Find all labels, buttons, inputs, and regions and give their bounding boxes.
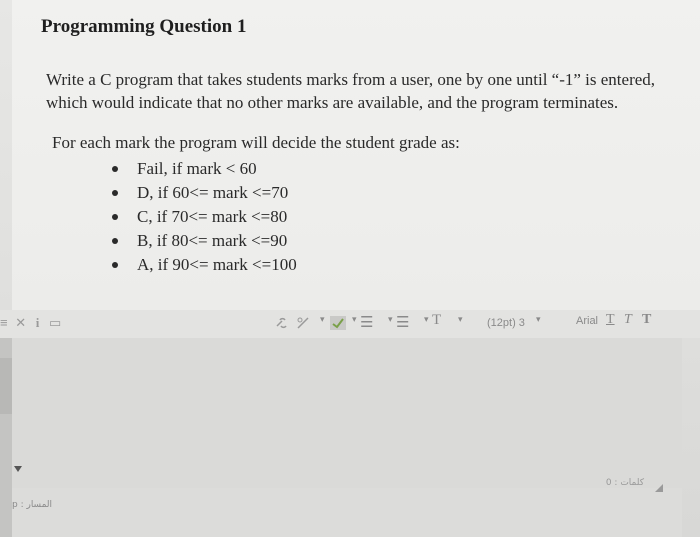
grade-item (112, 205, 297, 229)
prompt-line: which would indicate that no other marks are available, and the program terminates. (46, 93, 619, 112)
chevron-down-icon[interactable]: ▾ (352, 314, 357, 324)
prompt-line: Write a C program that takes students marks from a user, one by one until “-1” is entered, (46, 70, 656, 89)
bullet-icon (112, 214, 118, 220)
question-card (12, 0, 700, 319)
font-family-select[interactable]: Arial (576, 315, 599, 327)
chevron-down-icon[interactable]: ▾ (388, 314, 393, 324)
editor-toolbar (0, 310, 700, 338)
bullet-icon (112, 262, 118, 268)
font-size-select[interactable]: (12pt) 3 (487, 317, 525, 329)
answer-text-area[interactable] (12, 338, 682, 488)
chevron-down-icon[interactable]: ▾ (458, 314, 463, 324)
bullet-icon (112, 166, 118, 172)
insert-image-icon[interactable]: ▭ (49, 315, 62, 330)
link-icon[interactable] (274, 316, 292, 333)
grade-text: A, if 90<= mark <=100 (137, 255, 297, 274)
justify-icon[interactable]: ≡ (0, 315, 8, 330)
remove-format-icon[interactable]: ✕ (15, 315, 27, 330)
grade-text: D, if 60<= mark <=70 (137, 183, 289, 202)
spellcheck-icon[interactable] (330, 316, 346, 330)
resize-handle-icon[interactable] (655, 484, 663, 492)
bullet-icon (112, 190, 118, 196)
grade-text: Fail, if mark < 60 (137, 159, 257, 178)
bold-icon[interactable]: T (642, 312, 652, 327)
chevron-down-icon[interactable]: ▾ (536, 314, 541, 324)
text-color-icon[interactable]: T (432, 312, 442, 328)
left-toolbar-icons (0, 315, 61, 331)
editor-statusbar (12, 488, 682, 537)
underline-icon[interactable]: T (606, 312, 615, 327)
grade-item (112, 253, 297, 277)
grade-item (112, 157, 297, 181)
italic-style-icon[interactable]: T (624, 312, 632, 327)
unlink-icon[interactable] (296, 316, 310, 333)
editor-left-gutter (0, 338, 12, 537)
bulleted-list-icon[interactable]: ☰ (360, 314, 374, 331)
question-title: Programming Question 1 (41, 16, 247, 37)
bullet-icon (112, 238, 118, 244)
chevron-down-icon[interactable]: ▾ (424, 314, 429, 324)
scroll-down-icon[interactable] (14, 466, 22, 472)
question-prompt (46, 68, 686, 114)
numbered-list-icon[interactable]: ☰ (396, 314, 410, 331)
grade-item (112, 229, 297, 253)
grade-text: B, if 80<= mark <=90 (137, 231, 288, 250)
grade-list (112, 157, 297, 277)
gutter-block (0, 358, 12, 414)
word-count: 0 : كلمات (605, 478, 644, 488)
element-path: p : المسار (12, 500, 53, 510)
chevron-down-icon[interactable]: ▾ (320, 314, 325, 324)
grade-intro: For each mark the program will decide the student grade as: (52, 133, 460, 152)
grade-text: C, if 70<= mark <=80 (137, 207, 288, 226)
italic-icon[interactable]: i (35, 315, 40, 330)
grade-item (112, 181, 297, 205)
